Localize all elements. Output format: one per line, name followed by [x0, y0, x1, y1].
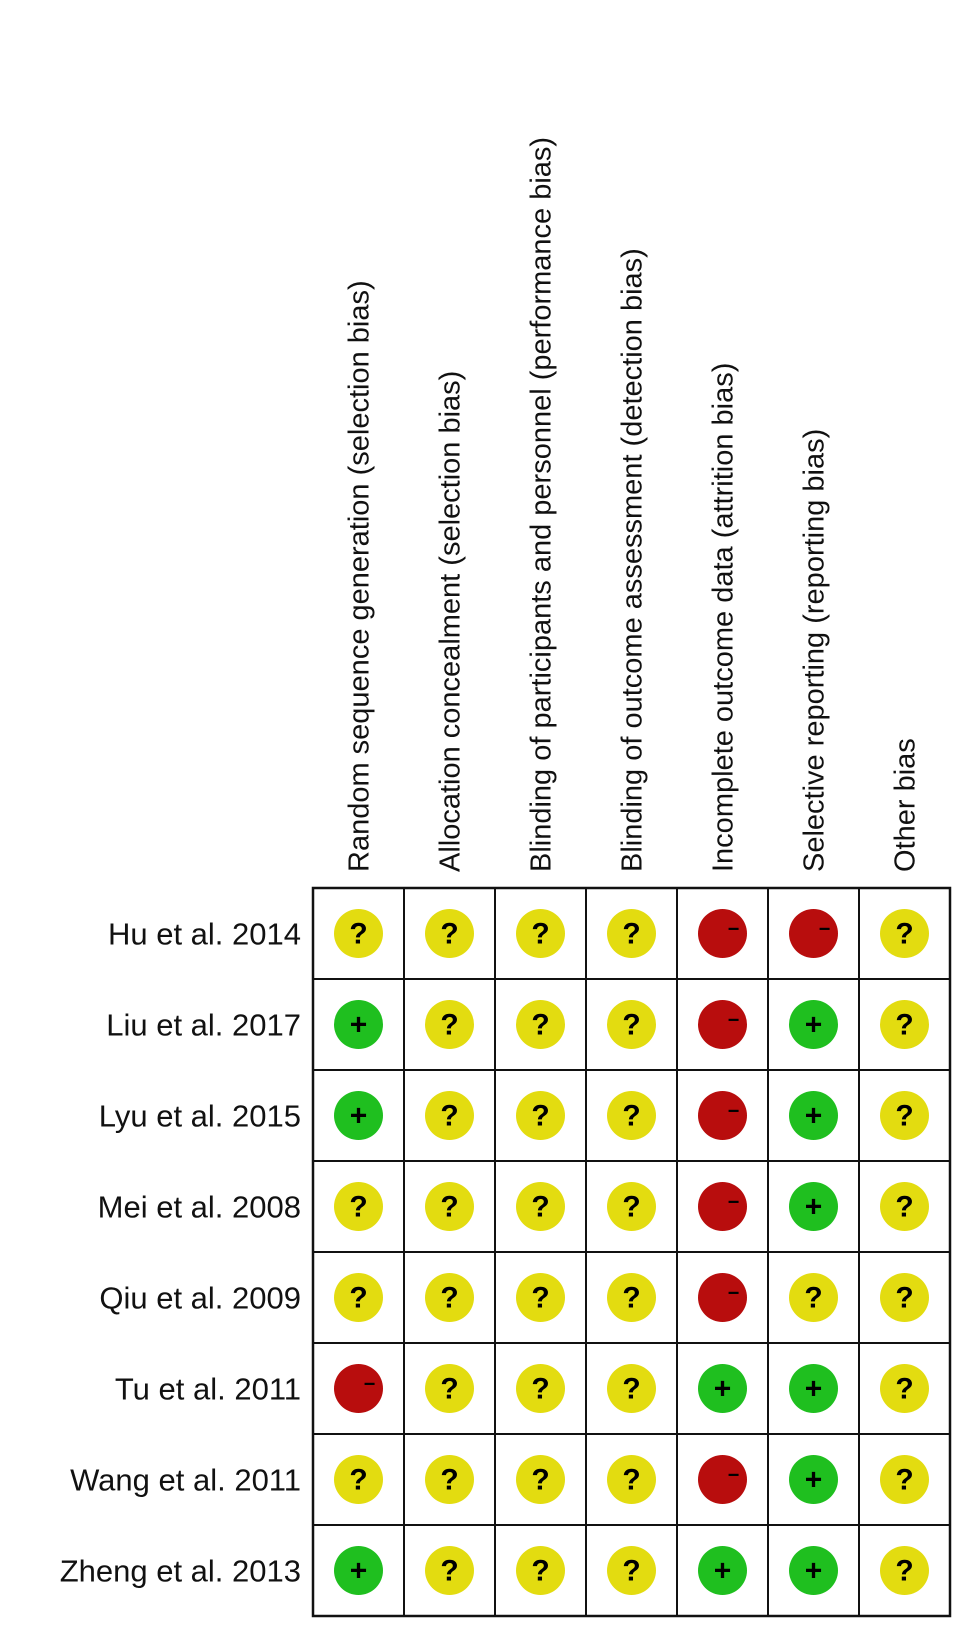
study-label: Lyu et al. 2015 [98, 1098, 301, 1134]
unclear-risk-icon [607, 1455, 656, 1504]
study-label: Liu et al. 2017 [106, 1007, 301, 1043]
table-grid [313, 888, 950, 1616]
svg-text:−: − [363, 1373, 376, 1396]
low-risk-icon [789, 1000, 838, 1049]
svg-text:+: + [804, 1372, 823, 1406]
high-risk-icon [698, 1000, 747, 1049]
unclear-risk-icon [425, 1182, 474, 1231]
unclear-risk-icon [516, 1273, 565, 1322]
svg-text:?: ? [622, 1099, 641, 1133]
unclear-risk-icon [425, 909, 474, 958]
high-risk-icon [698, 1455, 747, 1504]
svg-text:+: + [349, 1099, 368, 1133]
unclear-risk-icon [607, 1182, 656, 1231]
low-risk-icon [698, 1546, 747, 1595]
unclear-risk-icon [880, 1000, 929, 1049]
unclear-risk-icon [334, 1182, 383, 1231]
unclear-risk-icon [516, 1000, 565, 1049]
column-label: Random sequence generation (selection bias) [343, 280, 376, 872]
study-label: Wang et al. 2011 [70, 1462, 301, 1498]
unclear-risk-icon [607, 1273, 656, 1322]
unclear-risk-icon [880, 1364, 929, 1413]
svg-text:?: ? [622, 1008, 641, 1042]
unclear-risk-icon [425, 1000, 474, 1049]
svg-text:+: + [713, 1554, 732, 1588]
unclear-risk-icon [516, 1091, 565, 1140]
svg-text:+: + [804, 1099, 823, 1133]
low-risk-icon [334, 1546, 383, 1595]
column-label: Other bias [889, 738, 922, 872]
study-label: Qiu et al. 2009 [99, 1280, 301, 1316]
svg-text:?: ? [440, 1008, 459, 1042]
unclear-risk-icon [607, 1364, 656, 1413]
svg-text:?: ? [895, 1281, 914, 1315]
unclear-risk-icon [516, 1182, 565, 1231]
svg-text:+: + [804, 1008, 823, 1042]
high-risk-icon [698, 1273, 747, 1322]
svg-text:?: ? [531, 1190, 550, 1224]
svg-text:?: ? [622, 1372, 641, 1406]
unclear-risk-icon [516, 909, 565, 958]
svg-text:?: ? [531, 1099, 550, 1133]
svg-text:?: ? [804, 1281, 823, 1315]
unclear-risk-icon [607, 909, 656, 958]
unclear-risk-icon [880, 1273, 929, 1322]
svg-text:?: ? [349, 1190, 368, 1224]
svg-text:+: + [804, 1463, 823, 1497]
column-label: Blinding of participants and personnel (performance bias) [525, 136, 558, 872]
svg-text:?: ? [622, 917, 641, 951]
svg-text:?: ? [349, 1463, 368, 1497]
unclear-risk-icon [425, 1546, 474, 1595]
study-label: Tu et al. 2011 [114, 1371, 301, 1407]
high-risk-icon [334, 1364, 383, 1413]
svg-text:?: ? [440, 1463, 459, 1497]
low-risk-icon [334, 1000, 383, 1049]
high-risk-icon [698, 909, 747, 958]
study-label: Zheng et al. 2013 [59, 1553, 301, 1589]
row-labels [60, 917, 301, 1589]
study-label: Mei et al. 2008 [97, 1189, 301, 1225]
unclear-risk-icon [334, 1455, 383, 1504]
svg-text:?: ? [349, 917, 368, 951]
unclear-risk-icon [334, 909, 383, 958]
svg-text:+: + [349, 1554, 368, 1588]
unclear-risk-icon [516, 1546, 565, 1595]
low-risk-icon [789, 1364, 838, 1413]
svg-text:+: + [804, 1554, 823, 1588]
svg-text:?: ? [895, 1463, 914, 1497]
svg-text:?: ? [531, 1554, 550, 1588]
unclear-risk-icon [880, 1091, 929, 1140]
low-risk-icon [789, 1455, 838, 1504]
unclear-risk-icon [607, 1000, 656, 1049]
low-risk-icon [334, 1091, 383, 1140]
high-risk-icon [698, 1182, 747, 1231]
low-risk-icon [789, 1091, 838, 1140]
svg-text:+: + [804, 1190, 823, 1224]
unclear-risk-icon [880, 1455, 929, 1504]
low-risk-icon [789, 1182, 838, 1231]
svg-text:?: ? [895, 917, 914, 951]
svg-text:−: − [727, 918, 740, 941]
column-label: Allocation concealment (selection bias) [434, 370, 467, 872]
unclear-risk-icon [334, 1273, 383, 1322]
svg-text:−: − [727, 1191, 740, 1214]
high-risk-icon [789, 909, 838, 958]
svg-text:?: ? [531, 1463, 550, 1497]
svg-text:?: ? [622, 1281, 641, 1315]
svg-text:?: ? [895, 1099, 914, 1133]
unclear-risk-icon [516, 1455, 565, 1504]
unclear-risk-icon [425, 1273, 474, 1322]
svg-text:?: ? [440, 1190, 459, 1224]
svg-text:?: ? [895, 1372, 914, 1406]
unclear-risk-icon [880, 909, 929, 958]
svg-text:?: ? [440, 1281, 459, 1315]
low-risk-icon [789, 1546, 838, 1595]
svg-text:?: ? [895, 1554, 914, 1588]
svg-text:?: ? [440, 917, 459, 951]
unclear-risk-icon [425, 1091, 474, 1140]
svg-text:?: ? [531, 1372, 550, 1406]
svg-text:−: − [727, 1282, 740, 1305]
unclear-risk-icon [789, 1273, 838, 1322]
unclear-risk-icon [607, 1546, 656, 1595]
column-labels [344, 137, 922, 872]
svg-text:?: ? [622, 1554, 641, 1588]
unclear-risk-icon [425, 1364, 474, 1413]
svg-text:−: − [818, 918, 831, 941]
unclear-risk-icon [880, 1182, 929, 1231]
svg-text:?: ? [895, 1008, 914, 1042]
svg-text:?: ? [622, 1190, 641, 1224]
svg-text:?: ? [349, 1281, 368, 1315]
svg-text:?: ? [531, 1008, 550, 1042]
svg-text:?: ? [440, 1554, 459, 1588]
svg-text:?: ? [895, 1190, 914, 1224]
column-label: Blinding of outcome assessment (detection bias) [616, 248, 649, 872]
svg-text:?: ? [440, 1372, 459, 1406]
svg-text:+: + [349, 1008, 368, 1042]
unclear-risk-icon [880, 1546, 929, 1595]
svg-text:?: ? [440, 1099, 459, 1133]
column-label: Incomplete outcome data (attrition bias) [707, 362, 740, 872]
svg-text:?: ? [622, 1463, 641, 1497]
study-label: Hu et al. 2014 [107, 916, 301, 952]
svg-text:+: + [713, 1372, 732, 1406]
unclear-risk-icon [425, 1455, 474, 1504]
svg-text:?: ? [531, 1281, 550, 1315]
svg-text:?: ? [531, 917, 550, 951]
low-risk-icon [698, 1364, 747, 1413]
unclear-risk-icon [516, 1364, 565, 1413]
column-label: Selective reporting (reporting bias) [798, 428, 831, 872]
svg-text:−: − [727, 1464, 740, 1487]
unclear-risk-icon [607, 1091, 656, 1140]
svg-text:−: − [727, 1009, 740, 1032]
high-risk-icon [698, 1091, 747, 1140]
svg-text:−: − [727, 1100, 740, 1123]
